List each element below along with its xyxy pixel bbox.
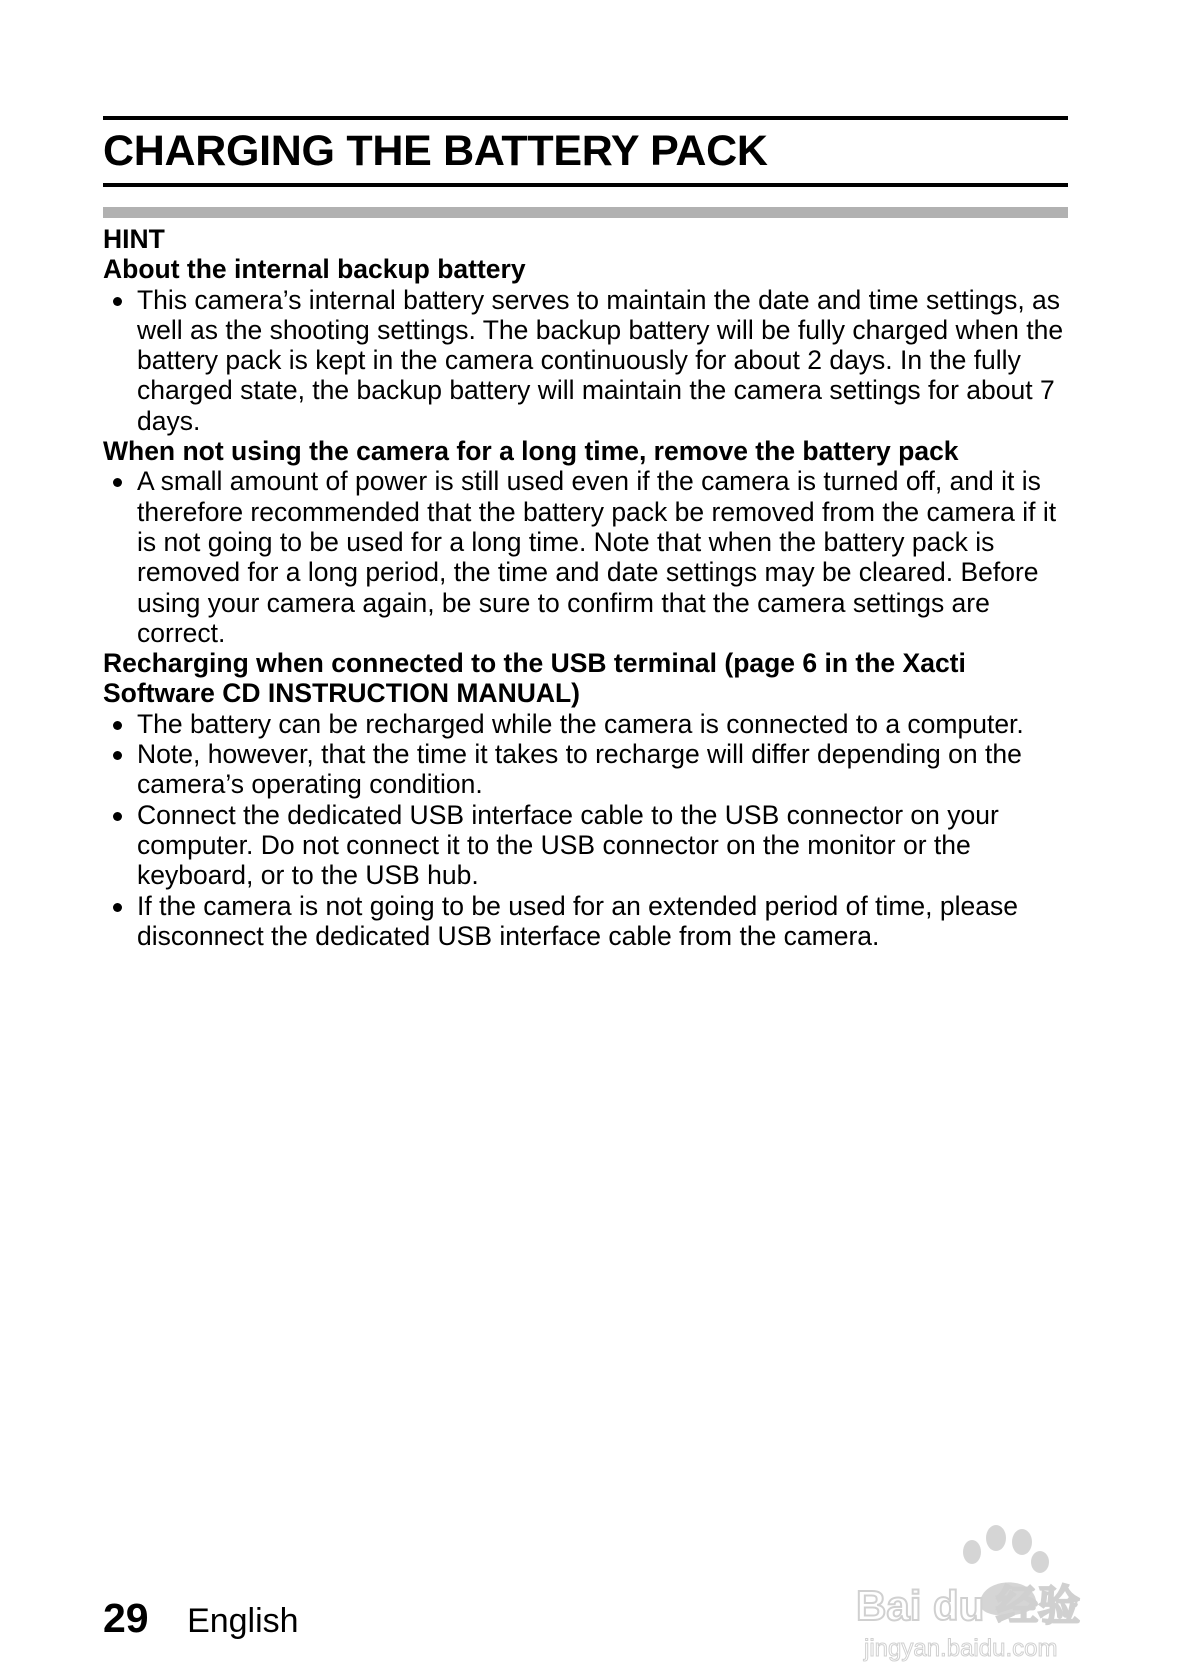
section-remove-battery	[103, 436, 1068, 648]
language-label: English	[187, 1602, 299, 1640]
list-item-text: This camera’s internal battery serves to maintain the date and time settings, as well as the shooting settings. The backup battery will be fully charged when the battery pack is kept in the camera continuously for about 2 days. In the fully charged state, the backup battery will maintain the camera settings for about 7 days.	[137, 284, 1064, 436]
page-title: CHARGING THE BATTERY PACK	[103, 127, 768, 175]
section-heading: Recharging when connected to the USB terminal (page 6 in the Xacti	[103, 648, 966, 679]
bullet-icon	[113, 297, 122, 306]
bullet-icon	[113, 721, 122, 730]
watermark-brand: Bai du 经验	[856, 1582, 1081, 1629]
section-backup-battery	[103, 254, 1068, 436]
document-page	[103, 0, 1068, 1680]
list-item	[103, 739, 1068, 800]
bullet-list	[103, 285, 1068, 436]
title-rule-top	[103, 116, 1068, 120]
list-item	[103, 800, 1068, 891]
list-item	[103, 709, 1068, 739]
section-heading: About the internal backup battery	[103, 254, 526, 285]
section-usb-recharging	[103, 648, 1068, 951]
page-number: 29	[103, 1595, 149, 1641]
list-item	[103, 285, 1068, 436]
bullet-icon	[113, 903, 122, 912]
hint-divider-bar	[103, 207, 1068, 218]
list-item	[103, 466, 1068, 648]
baidu-watermark	[850, 1508, 1140, 1668]
list-item-text: If the camera is not going to be used for an extended period of time, please disconnect the dedicated USB interface cable from the camera.	[137, 890, 1018, 951]
baidu-paw-logo-icon	[850, 1508, 1140, 1668]
list-item-text: Connect the dedicated USB interface cable to the USB connector on your computer. Do not connect it to the USB connector on the monitor or the keyboard, or to the USB hub.	[137, 799, 999, 891]
section-heading: When not using the camera for a long time, remove the battery pack	[103, 436, 959, 467]
bullet-icon	[113, 751, 122, 760]
title-rule-bottom	[103, 183, 1068, 187]
bullet-list	[103, 466, 1068, 648]
list-item-text: Note, however, that the time it takes to recharge will differ depending on the camera’s operating condition.	[137, 739, 1022, 800]
hint-content	[103, 224, 1068, 951]
list-item-text: A small amount of power is still used even if the camera is turned off, and it is therefore recommended that the battery pack be removed from the camera if it is not going to be used for a long time. Note that when the battery pack is removed for a long period, the time and date settings may be cleared. Before using your camera again, be sure to confirm that the camera settings are correct.	[137, 466, 1057, 648]
bullet-icon	[113, 812, 122, 821]
list-item	[103, 891, 1068, 952]
page-footer	[103, 1594, 299, 1645]
bullet-list	[103, 709, 1068, 951]
section-heading-continued: Software CD INSTRUCTION MANUAL)	[103, 678, 580, 709]
list-item-text: The battery can be recharged while the camera is connected to a computer.	[137, 708, 1024, 739]
watermark-url: jingyan.baidu.com	[864, 1635, 1058, 1662]
bullet-icon	[113, 478, 122, 487]
hint-label: HINT	[103, 224, 165, 254]
